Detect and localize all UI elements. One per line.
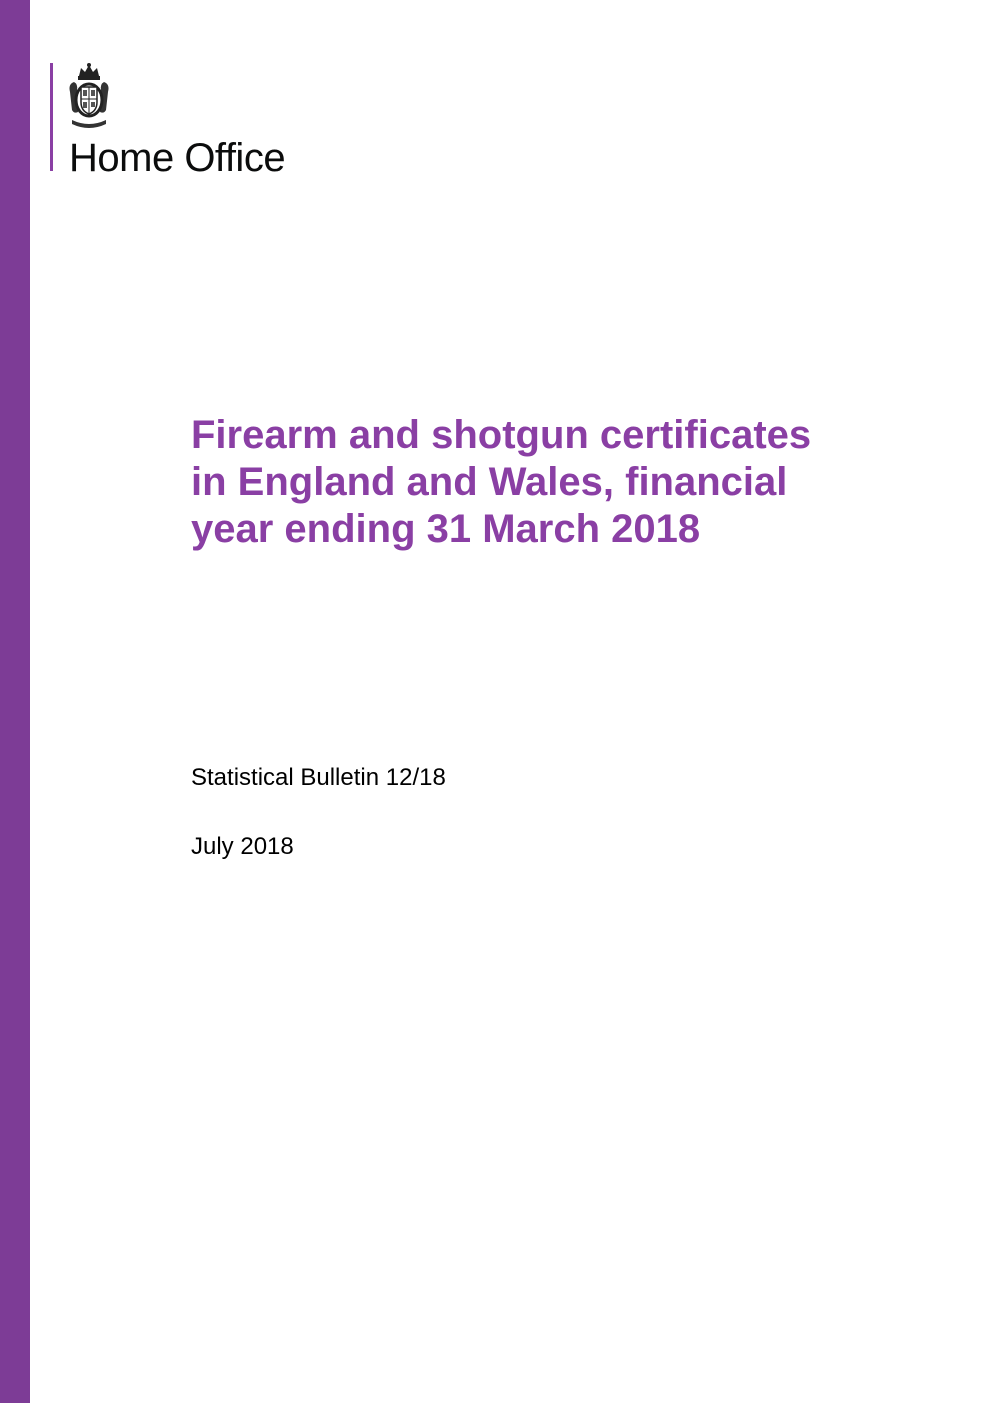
bulletin-number: Statistical Bulletin 12/18	[191, 764, 446, 791]
royal-crest-icon	[66, 62, 112, 132]
side-color-band	[0, 0, 30, 1403]
logo-divider	[50, 63, 53, 171]
organisation-name: Home Office	[69, 136, 286, 180]
document-title: Firearm and shotgun certificates in England and Wales, financial year ending 31 March 2018	[191, 413, 812, 551]
publication-date: July 2018	[191, 833, 294, 860]
